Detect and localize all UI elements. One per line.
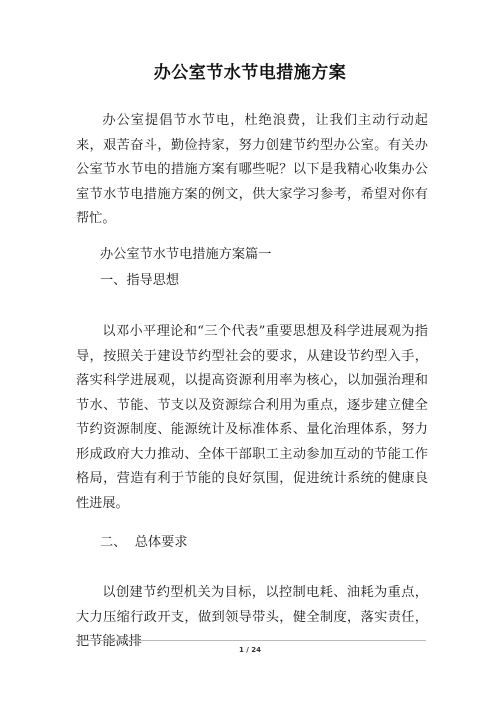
guiding-ideology-paragraph: 以邓小平理论和“三个代表”重要思想及科学进展观为指导，按照关于建设节约型社会的要求，从建设节约型入手，落实科学进展观，以提高资源利用率为核心，以加强治理和节水、节能、节支以及资源综合利用为重点，逐步建立健全节约资源制度、能源统计及标准体系、量化治理体系，努力形成政府大力推动、全体干部职工主动参加互动的节能工作格局，营造有利于节能的良好氛围，促进统计系统的健康良性进展。 bbox=[76, 324, 428, 511]
heading-guiding-ideology: 一、指导思想 bbox=[100, 273, 180, 288]
section-title: 办公室节水节电措施方案篇一 bbox=[100, 247, 272, 262]
intro-paragraph: 办公室提倡节水节电，杜绝浪费，让我们主动行动起来，艰苦奋斗，勤俭持家，努力创建节约型办公室。有关办公室节水节电的措施方案有哪些呢？以下是我精心收集办公室节水节电措施方案的例文，供大家学习参考，希望对你有帮忙。 bbox=[76, 113, 428, 226]
heading-general-requirements: 二、 总体要求 bbox=[100, 535, 188, 550]
footer-divider bbox=[76, 640, 426, 641]
page-number: 1 / 24 bbox=[238, 646, 262, 654]
general-requirements-paragraph: 以创建节约型机关为目标，以控制电耗、油耗为重点，大力压缩行政开支，做到领导带头，健全制度，落实责任，把节能减排 bbox=[76, 585, 428, 649]
document-title: 办公室节水节电措施方案 bbox=[153, 63, 347, 83]
